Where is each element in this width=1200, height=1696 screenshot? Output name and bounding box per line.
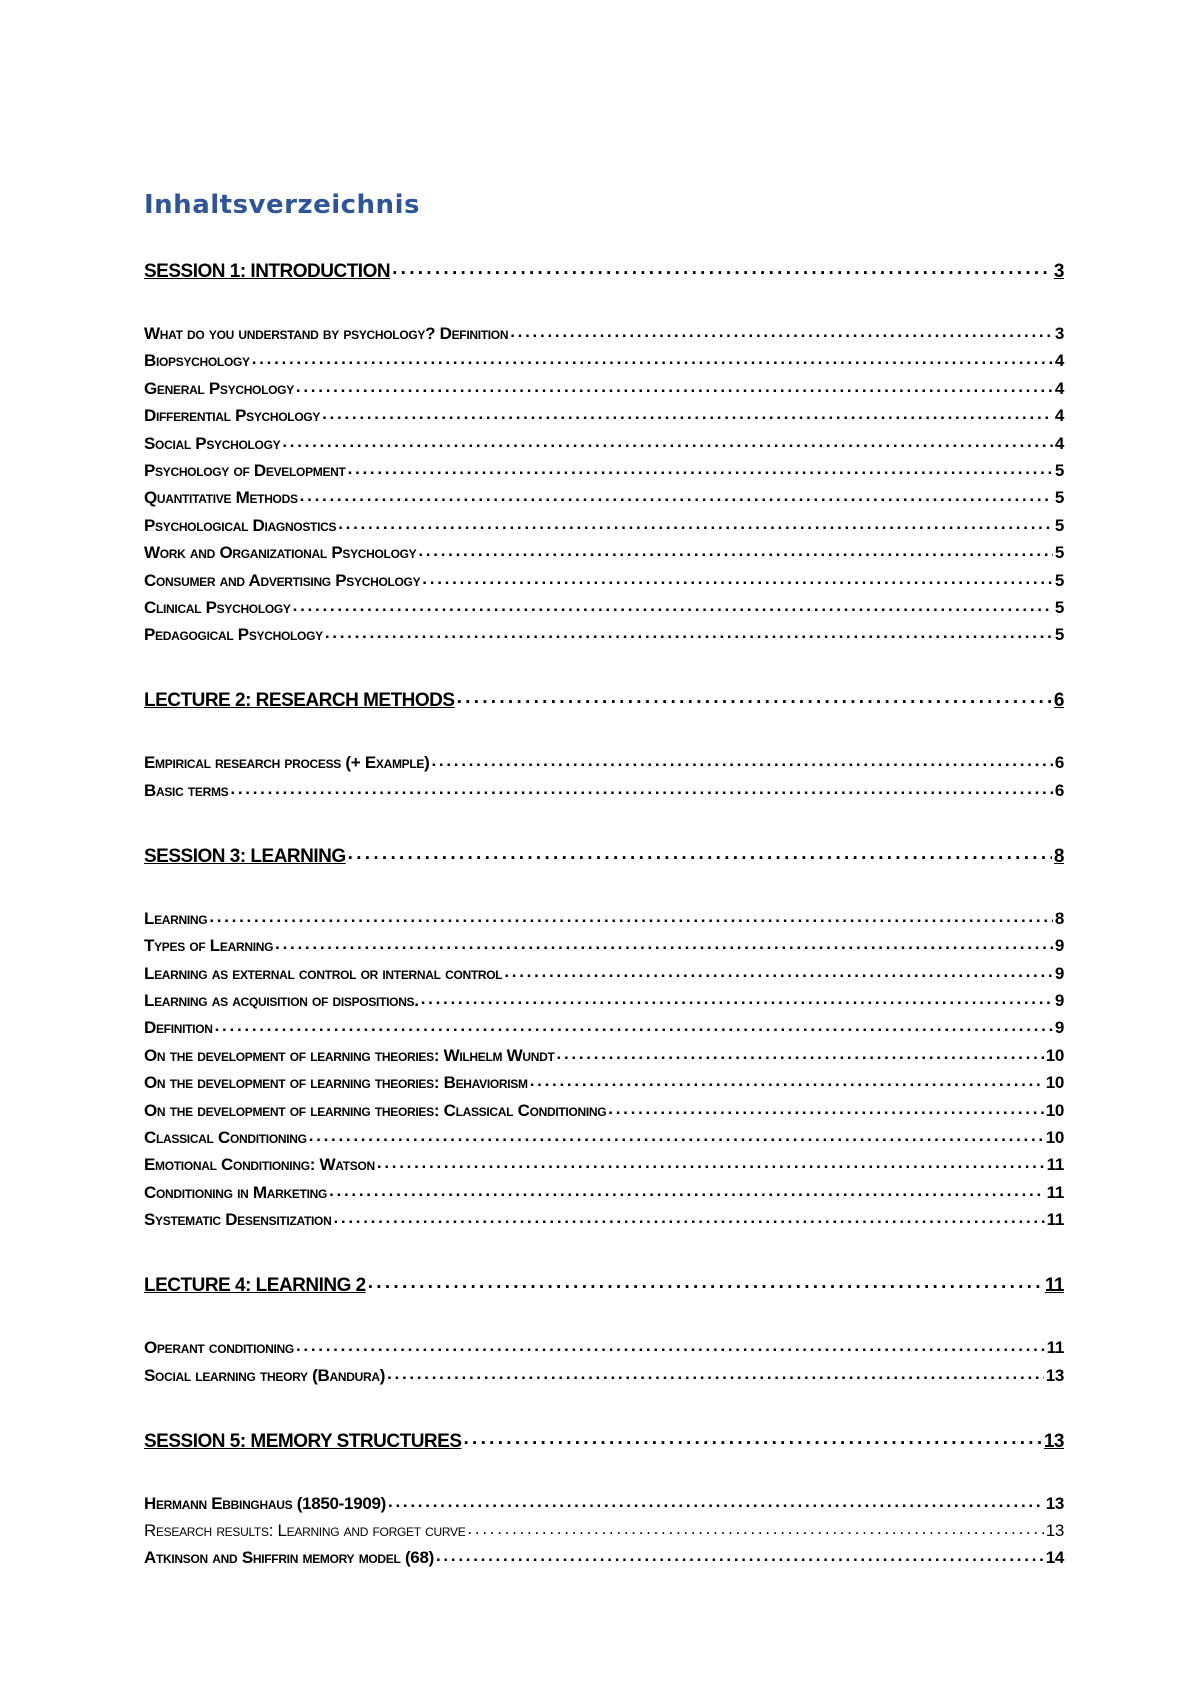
toc-section-entry[interactable]: [144, 687, 1064, 712]
toc-entry-label: Basic terms: [144, 780, 229, 800]
toc-entry-label: Operant conditioning: [144, 1338, 294, 1358]
toc-page-number: 11: [1044, 1275, 1064, 1297]
toc-entry-label: Classical Conditioning: [144, 1128, 307, 1147]
toc-page-number: 10: [1045, 1128, 1064, 1147]
toc-entry-label: On the development of learning theories: Wilhelm Wundt: [144, 1045, 555, 1065]
toc-page-number: 13: [1045, 1365, 1064, 1385]
toc-page-number: 11: [1046, 1338, 1064, 1358]
toc-subsection-entry[interactable]: [144, 1153, 1064, 1175]
toc-page-number: 11: [1046, 1210, 1064, 1230]
toc-entry-label: Learning: [144, 908, 208, 928]
toc-dot-leader: [467, 1519, 1043, 1536]
toc-page-number: 6: [1054, 780, 1064, 800]
toc-subsection-entry[interactable]: [144, 596, 1064, 618]
toc-subsection-entry[interactable]: [144, 1044, 1064, 1066]
toc-dot-leader: [348, 459, 1053, 476]
toc-subsection-entry[interactable]: [144, 751, 1064, 773]
toc-subsection-entry[interactable]: [144, 1546, 1064, 1568]
toc-subsection-entry[interactable]: [144, 623, 1064, 645]
toc-subsection-entry[interactable]: [144, 934, 1064, 956]
toc-entry-label: Psychological Diagnostics: [144, 515, 337, 535]
toc-page-number: 5: [1054, 515, 1064, 535]
toc-entry-label: General Psychology: [144, 378, 294, 398]
toc-entry-label: On the development of learning theories: Behaviorism: [144, 1073, 528, 1093]
toc-subsection-entry[interactable]: [144, 432, 1064, 454]
toc-dot-leader: [230, 779, 1052, 796]
toc-section-entry[interactable]: [144, 1272, 1064, 1297]
toc-dot-leader: [504, 962, 1053, 979]
toc-dot-leader: [431, 751, 1052, 768]
toc-page-number: 13: [1043, 1430, 1064, 1452]
toc-dot-leader: [510, 322, 1053, 339]
toc-dot-leader: [418, 541, 1052, 558]
toc-entry-label: Atkinson and Shiffrin memory model (68): [144, 1548, 434, 1568]
toc-subsection-entry[interactable]: [144, 907, 1064, 929]
toc-dot-leader: [296, 1336, 1045, 1353]
toc-entry-label: Learning as acquisition of dispositions.: [144, 991, 419, 1010]
toc-dot-leader: [322, 404, 1053, 421]
toc-dot-leader: [608, 1099, 1043, 1116]
toc-section-entry[interactable]: [144, 843, 1064, 868]
toc-page-number: 10: [1045, 1045, 1064, 1065]
toc-page-number: 9: [1054, 991, 1064, 1010]
toc-dot-leader: [333, 1208, 1044, 1225]
toc-subsection-entry[interactable]: [144, 1071, 1064, 1093]
toc-page-number: 10: [1045, 1100, 1064, 1120]
toc-dot-leader: [309, 1126, 1044, 1143]
toc-dot-leader: [325, 623, 1053, 640]
toc-dot-leader: [387, 1364, 1044, 1381]
toc-page-number: 11: [1046, 1155, 1064, 1175]
toc-page-number: 6: [1053, 690, 1064, 712]
toc-entry-label: On the development of learning theories: Classical Conditioning: [144, 1100, 607, 1120]
toc-subsection-entry[interactable]: [144, 377, 1064, 399]
toc-section-entry[interactable]: [144, 1428, 1064, 1453]
toc-entry-label: SESSION 1: INTRODUCTION: [144, 261, 391, 282]
toc-entry-label: Pedagogical Psychology: [144, 625, 323, 645]
toc-subsection-entry[interactable]: [144, 486, 1064, 508]
toc-subsection-entry[interactable]: [144, 404, 1064, 426]
toc-subsection-entry[interactable]: [144, 1208, 1064, 1230]
toc-page-number: 13: [1045, 1493, 1064, 1513]
toc-dot-leader: [296, 377, 1053, 394]
toc-dot-leader: [282, 432, 1053, 449]
toc-subsection-entry[interactable]: [144, 1181, 1064, 1203]
toc-section-entry[interactable]: [144, 258, 1064, 283]
toc-entry-label: Social Psychology: [144, 433, 281, 453]
toc-entry-label: Learning as external control or internal control: [144, 963, 503, 983]
toc-dot-leader: [436, 1546, 1044, 1563]
toc-subsection-entry[interactable]: [144, 459, 1064, 481]
toc-page-number: 8: [1053, 845, 1064, 867]
toc-dot-leader: [557, 1044, 1044, 1061]
toc-entry-label: LECTURE 4: LEARNING 2: [144, 1275, 366, 1297]
toc-entry-label: SESSION 5: MEMORY STRUCTURES: [144, 1430, 462, 1452]
toc-subsection-entry[interactable]: [144, 989, 1064, 1011]
toc-subsection-entry[interactable]: [144, 962, 1064, 984]
toc-page-number: 5: [1054, 461, 1064, 480]
toc-dot-leader: [464, 1428, 1042, 1447]
toc-page-number: 11: [1046, 1182, 1064, 1202]
toc-dot-leader: [377, 1153, 1045, 1170]
toc-entry-label: SESSION 3: LEARNING: [144, 845, 346, 867]
toc-subsection-entry[interactable]: [144, 541, 1064, 563]
toc-page-number: 4: [1054, 378, 1064, 398]
toc-dot-leader: [300, 486, 1053, 503]
toc-entry-label: LECTURE 2: RESEARCH METHODS: [144, 690, 455, 712]
toc-page-number: 5: [1054, 488, 1064, 508]
toc-page-number: 5: [1054, 598, 1064, 617]
toc-dot-leader: [209, 907, 1053, 924]
toc-subsection-entry[interactable]: [144, 349, 1064, 371]
toc-dot-leader: [457, 687, 1052, 706]
toc-subsection-entry[interactable]: [144, 1099, 1064, 1121]
toc-page-number: 5: [1054, 625, 1064, 645]
toc-entry-label: Definition: [144, 1018, 213, 1038]
toc-dot-leader: [368, 1272, 1043, 1291]
toc-title: Inhaltsverzeichnis: [144, 190, 420, 220]
toc-subsection-entry[interactable]: [144, 569, 1064, 591]
toc-page-number: 5: [1054, 543, 1064, 563]
toc-entry-label: Differential Psychology: [144, 406, 321, 426]
toc-entry-label: What do you understand by psychology? Definition: [144, 324, 509, 343]
toc-entry-label: Social learning theory (Bandura): [144, 1365, 386, 1385]
toc-entry-label: Types of Learning: [144, 936, 274, 956]
toc-dot-leader: [338, 514, 1053, 531]
toc-page-number: 5: [1054, 570, 1064, 590]
toc-subsection-entry[interactable]: [144, 1364, 1064, 1386]
toc-entry-label: Biopsychology: [144, 351, 250, 371]
toc-entry-label: Hermann Ebbinghaus (1850-1909): [144, 1493, 387, 1513]
toc-dot-leader: [392, 258, 1052, 277]
toc-entry-label: Systematic Desensitization: [144, 1210, 332, 1230]
toc-subsection-entry[interactable]: [144, 1016, 1064, 1038]
toc-page-number: 4: [1054, 351, 1064, 371]
toc-subsection-entry[interactable]: [144, 779, 1064, 801]
toc-entry-label: Empirical research process (+ Example): [144, 753, 430, 773]
toc-dot-leader: [252, 349, 1053, 366]
toc-dot-leader: [293, 596, 1053, 613]
toc-page-number: 3: [1054, 324, 1064, 343]
toc-entry-label: Consumer and Advertising Psychology: [144, 570, 421, 590]
toc-entry-label: Research results: Learning and forget curve: [144, 1521, 466, 1540]
toc-page-number: 9: [1054, 936, 1064, 956]
toc-page-number: 3: [1053, 261, 1064, 282]
toc-page-number: 10: [1045, 1073, 1064, 1093]
toc-dot-leader: [215, 1016, 1053, 1033]
toc-entry-label: Conditioning in Marketing: [144, 1182, 328, 1202]
toc-dot-leader: [422, 569, 1053, 586]
toc-page-number: 8: [1054, 908, 1064, 928]
toc-dot-leader: [348, 843, 1052, 862]
toc-page-number: 4: [1054, 433, 1064, 453]
toc-subsection-entry[interactable]: [144, 1126, 1064, 1148]
toc-dot-leader: [275, 934, 1053, 951]
toc-dot-leader: [388, 1492, 1044, 1509]
toc-dot-leader: [530, 1071, 1044, 1088]
toc-entry-label: Quantitative Methods: [144, 488, 298, 508]
toc-dot-leader: [329, 1181, 1045, 1198]
toc-entry-label: Clinical Psychology: [144, 598, 291, 617]
toc-page-number: 9: [1054, 963, 1064, 983]
toc-dot-leader: [421, 989, 1053, 1006]
toc-entry-label: Emotional Conditioning: Watson: [144, 1155, 375, 1175]
toc-page-number: 6: [1054, 753, 1064, 773]
toc-subsection-entry[interactable]: [144, 1519, 1064, 1541]
toc-page-number: 13: [1045, 1521, 1064, 1540]
toc-page-number: 14: [1045, 1548, 1064, 1568]
toc-subsection-entry[interactable]: [144, 514, 1064, 536]
toc-subsection-entry[interactable]: [144, 1492, 1064, 1514]
toc-page-number: 9: [1054, 1018, 1064, 1038]
toc-subsection-entry[interactable]: [144, 1336, 1064, 1358]
toc-subsection-entry[interactable]: [144, 322, 1064, 344]
toc-entry-label: Psychology of Development: [144, 461, 346, 480]
toc-page-number: 4: [1054, 406, 1064, 426]
toc-entry-label: Work and Organizational Psychology: [144, 543, 417, 563]
